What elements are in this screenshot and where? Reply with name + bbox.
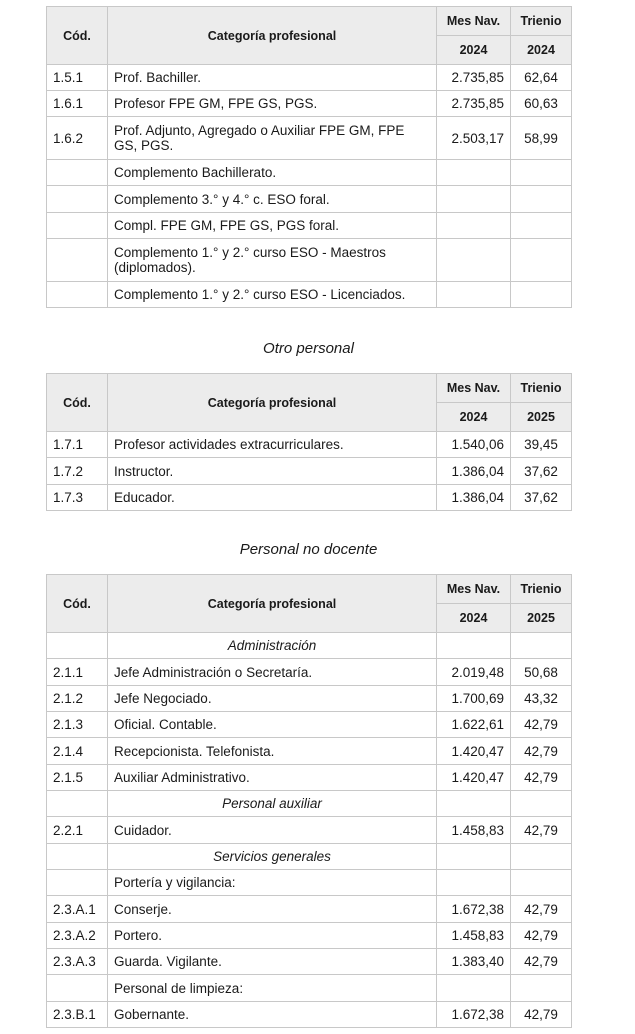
cell-cod: 2.3.A.2 xyxy=(47,923,108,949)
cell-trienio: 37,62 xyxy=(511,485,572,511)
cell-mes: 2.735,85 xyxy=(437,91,511,117)
header-categoria: Categoría profesional xyxy=(108,374,437,432)
table-row xyxy=(47,458,572,485)
table-row xyxy=(47,712,572,738)
cell-cod: 2.1.5 xyxy=(47,765,108,791)
cell-trienio: 62,64 xyxy=(511,65,572,91)
table-row xyxy=(47,949,572,975)
cell-trienio: 50,68 xyxy=(511,659,572,686)
cell-cod xyxy=(47,975,108,1002)
cell-cod: 2.3.A.3 xyxy=(47,949,108,975)
cell-trienio xyxy=(511,186,572,213)
cell-trienio: 42,79 xyxy=(511,817,572,844)
cell-cod: 2.3.B.1 xyxy=(47,1002,108,1028)
table-row xyxy=(47,975,572,1002)
table-row xyxy=(47,817,572,844)
table-row xyxy=(47,432,572,458)
cell-cod xyxy=(47,870,108,896)
header-mes-nav: Mes Nav. xyxy=(437,374,511,403)
cell-categoria: Portero. xyxy=(108,923,437,949)
header-trienio: Trienio xyxy=(511,7,572,36)
header-mes-year: 2024 xyxy=(437,604,511,633)
header-trienio-year: 2025 xyxy=(511,604,572,633)
cell-mes xyxy=(437,870,511,896)
cell-categoria: Oficial. Contable. xyxy=(108,712,437,738)
cell-trienio xyxy=(511,239,572,282)
cell-trienio: 58,99 xyxy=(511,117,572,160)
cell-cod: 1.7.2 xyxy=(47,458,108,485)
cell-cod xyxy=(47,282,108,308)
header-mes-nav: Mes Nav. xyxy=(437,575,511,604)
table-row xyxy=(47,160,572,186)
cell-categoria: Portería y vigilancia: xyxy=(108,870,437,896)
table-row xyxy=(47,117,572,160)
cell-cod: 2.3.A.1 xyxy=(47,896,108,923)
table-row xyxy=(47,485,572,511)
table-row xyxy=(47,870,572,896)
subheader-personal-auxiliar: Personal auxiliar xyxy=(108,791,437,817)
header-trienio-year: 2024 xyxy=(511,36,572,65)
cell-cod: 2.2.1 xyxy=(47,817,108,844)
cell-mes: 1.622,61 xyxy=(437,712,511,738)
cell-trienio: 42,79 xyxy=(511,1002,572,1028)
cell-categoria: Personal de limpieza: xyxy=(108,975,437,1002)
cell-mes xyxy=(437,160,511,186)
cell-mes: 1.458,83 xyxy=(437,923,511,949)
cell-cod: 2.1.3 xyxy=(47,712,108,738)
cell-cod xyxy=(47,239,108,282)
cell-cod xyxy=(47,160,108,186)
subheader-servicios-generales: Servicios generales xyxy=(108,844,437,870)
cell-cod: 1.7.3 xyxy=(47,485,108,511)
cell-categoria: Compl. FPE GM, FPE GS, PGS foral. xyxy=(108,213,437,239)
cell-trienio: 42,79 xyxy=(511,949,572,975)
cell-categoria: Complemento 1.° y 2.° curso ESO - Licenciados. xyxy=(108,282,437,308)
table-row xyxy=(47,659,572,686)
cell-mes: 2.735,85 xyxy=(437,65,511,91)
table-row xyxy=(47,239,572,282)
cell-mes: 2.503,17 xyxy=(437,117,511,160)
subheader-administracion: Administración xyxy=(108,633,437,659)
cell-mes xyxy=(437,975,511,1002)
cell-mes: 1.700,69 xyxy=(437,686,511,712)
cell-mes: 1.420,47 xyxy=(437,765,511,791)
cell-mes: 1.458,83 xyxy=(437,817,511,844)
cell-cod: 1.5.1 xyxy=(47,65,108,91)
header-categoria: Categoría profesional xyxy=(108,575,437,633)
header-cod: Cód. xyxy=(47,374,108,432)
cell-mes: 1.386,04 xyxy=(437,458,511,485)
cell-categoria: Instructor. xyxy=(108,458,437,485)
cell-trienio: 60,63 xyxy=(511,91,572,117)
cell-cod xyxy=(47,213,108,239)
cell-categoria: Profesor actividades extracurriculares. xyxy=(108,432,437,458)
cell-mes xyxy=(437,239,511,282)
cell-trienio: 42,79 xyxy=(511,712,572,738)
cell-cod: 1.6.1 xyxy=(47,91,108,117)
cell-categoria: Prof. Bachiller. xyxy=(108,65,437,91)
cell-cod: 2.1.1 xyxy=(47,659,108,686)
cell-cod: 1.7.1 xyxy=(47,432,108,458)
cell-mes: 1.672,38 xyxy=(437,896,511,923)
cell-categoria: Recepcionista. Telefonista. xyxy=(108,738,437,765)
header-categoria: Categoría profesional xyxy=(108,7,437,65)
cell-categoria: Prof. Adjunto, Agregado o Auxiliar FPE GM, FPE GS, PGS. xyxy=(108,117,437,160)
cell-categoria: Auxiliar Administrativo. xyxy=(108,765,437,791)
salary-table-otro-personal xyxy=(46,373,572,511)
header-trienio: Trienio xyxy=(511,374,572,403)
cell-categoria: Gobernante. xyxy=(108,1002,437,1028)
cell-trienio xyxy=(511,213,572,239)
table-row xyxy=(47,896,572,923)
section-title-otro-personal: Otro personal xyxy=(263,340,354,357)
cell-categoria: Guarda. Vigilante. xyxy=(108,949,437,975)
cell-categoria: Educador. xyxy=(108,485,437,511)
cell-categoria: Complemento Bachillerato. xyxy=(108,160,437,186)
salary-table-docente xyxy=(46,6,572,308)
table-row xyxy=(47,213,572,239)
cell-categoria: Profesor FPE GM, FPE GS, PGS. xyxy=(108,91,437,117)
cell-mes xyxy=(437,186,511,213)
cell-mes: 1.420,47 xyxy=(437,738,511,765)
cell-trienio: 39,45 xyxy=(511,432,572,458)
cell-categoria: Jefe Negociado. xyxy=(108,686,437,712)
section-title-personal-no-docente: Personal no docente xyxy=(239,541,378,558)
subheader-row xyxy=(47,791,572,817)
cell-categoria: Conserje. xyxy=(108,896,437,923)
table-row xyxy=(47,738,572,765)
table-row xyxy=(47,65,572,91)
header-cod: Cód. xyxy=(47,7,108,65)
cell-trienio xyxy=(511,282,572,308)
subheader-row xyxy=(47,633,572,659)
header-mes-year: 2024 xyxy=(437,36,511,65)
cell-trienio: 42,79 xyxy=(511,923,572,949)
table-row xyxy=(47,1002,572,1028)
table-row xyxy=(47,186,572,213)
cell-trienio: 42,79 xyxy=(511,896,572,923)
table-row xyxy=(47,686,572,712)
table-row xyxy=(47,91,572,117)
cell-mes: 2.019,48 xyxy=(437,659,511,686)
cell-trienio: 42,79 xyxy=(511,738,572,765)
cell-categoria: Jefe Administración o Secretaría. xyxy=(108,659,437,686)
cell-cod: 1.6.2 xyxy=(47,117,108,160)
table-row xyxy=(47,765,572,791)
cell-trienio xyxy=(511,975,572,1002)
table-row xyxy=(47,282,572,308)
salary-table-no-docente xyxy=(46,574,572,1028)
cell-categoria: Complemento 1.° y 2.° curso ESO - Maestros (diplomados). xyxy=(108,239,437,282)
table-row xyxy=(47,923,572,949)
header-trienio-year: 2025 xyxy=(511,403,572,432)
cell-mes xyxy=(437,282,511,308)
cell-trienio xyxy=(511,160,572,186)
cell-trienio: 42,79 xyxy=(511,765,572,791)
cell-categoria: Complemento 3.° y 4.° c. ESO foral. xyxy=(108,186,437,213)
cell-mes xyxy=(437,213,511,239)
header-trienio: Trienio xyxy=(511,575,572,604)
cell-trienio: 43,32 xyxy=(511,686,572,712)
header-mes-year: 2024 xyxy=(437,403,511,432)
cell-trienio: 37,62 xyxy=(511,458,572,485)
cell-mes: 1.540,06 xyxy=(437,432,511,458)
cell-cod: 2.1.4 xyxy=(47,738,108,765)
header-mes-nav: Mes Nav. xyxy=(437,7,511,36)
cell-cod xyxy=(47,186,108,213)
cell-trienio xyxy=(511,870,572,896)
cell-cod: 2.1.2 xyxy=(47,686,108,712)
cell-mes: 1.672,38 xyxy=(437,1002,511,1028)
subheader-row xyxy=(47,844,572,870)
cell-mes: 1.383,40 xyxy=(437,949,511,975)
cell-categoria: Cuidador. xyxy=(108,817,437,844)
header-cod: Cód. xyxy=(47,575,108,633)
cell-mes: 1.386,04 xyxy=(437,485,511,511)
